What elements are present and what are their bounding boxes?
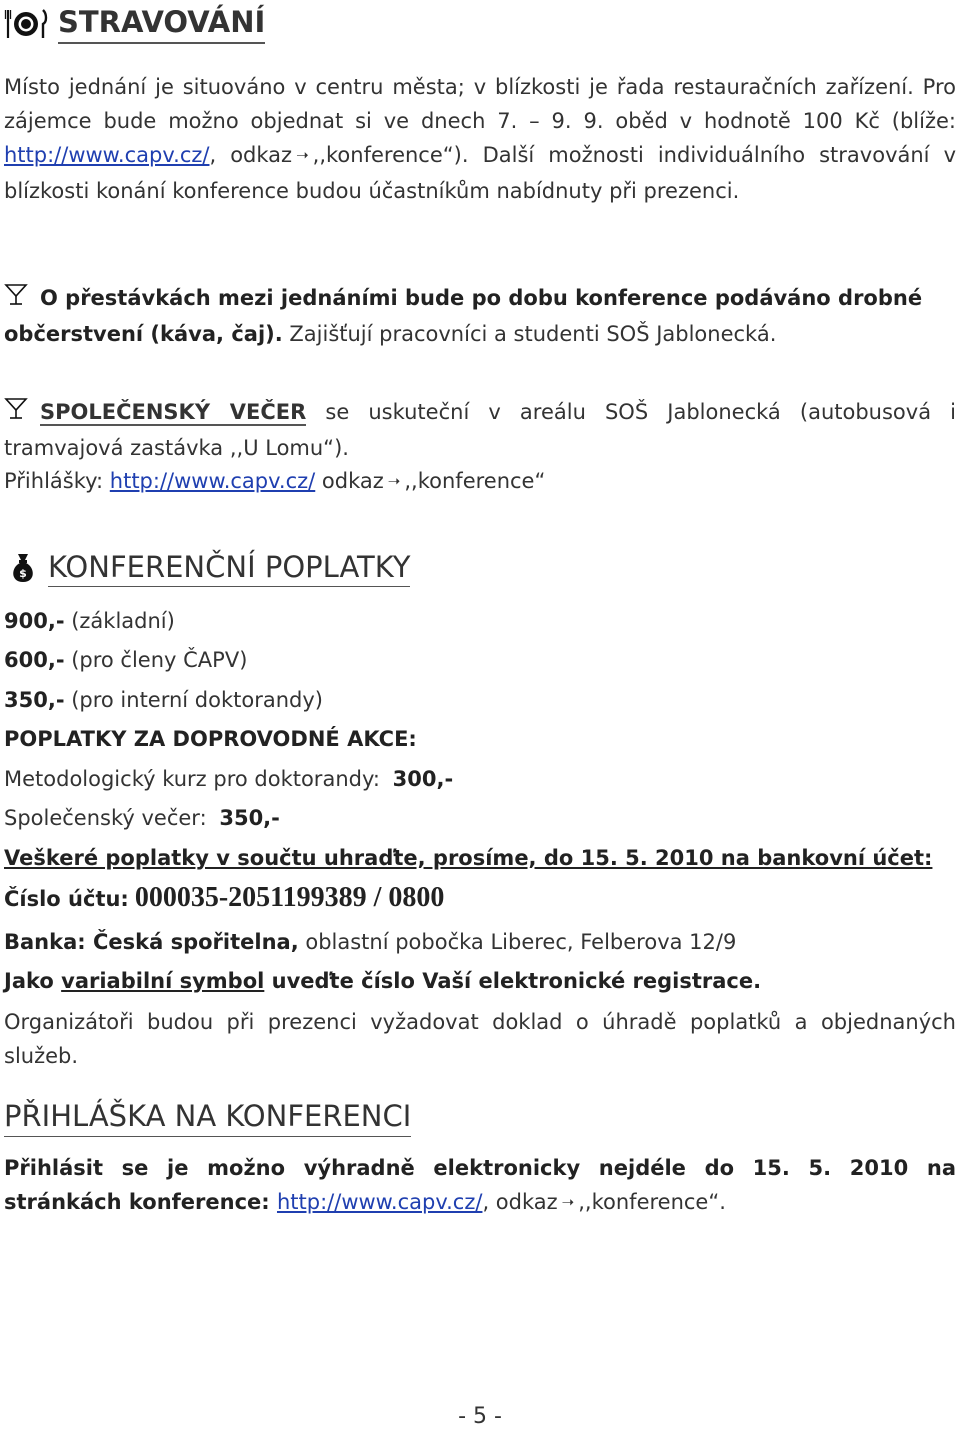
social-evening-text: se uskuteční v areálu SOŠ Jablonecká (autobusová i tramvajová zastávka ,,U Lomu“). bbox=[4, 400, 956, 460]
account-label: Číslo účtu: bbox=[4, 887, 129, 911]
fee-amount: 300,- bbox=[392, 767, 454, 791]
account-number: 000035-2051199389 / 0800 bbox=[134, 882, 445, 913]
fee-label: (pro interní doktorandy) bbox=[64, 688, 323, 712]
fee-label: (základní) bbox=[64, 609, 175, 633]
fees-title: KONFERENČNÍ POPLATKY bbox=[48, 548, 410, 587]
registration-bold-text: Přihlásit se je možno výhradně elektronicky nejdéle do 15. 5. 2010 na stránkách konference: bbox=[4, 1156, 956, 1214]
arrow-right-icon: ➝ bbox=[561, 1193, 575, 1211]
arrow-right-icon: ➝ bbox=[296, 146, 309, 164]
breaks-text: Zajišťují pracovníci a studenti SOŠ Jablonecká. bbox=[282, 322, 777, 346]
fee-label: Společenský večer: bbox=[4, 806, 207, 830]
bank-branch: oblastní pobočka Liberec, Felberova 12/9 bbox=[298, 930, 737, 954]
fee-basic bbox=[4, 604, 956, 638]
fee-doctoral bbox=[4, 683, 956, 717]
registration-heading bbox=[4, 1096, 956, 1137]
capv-link[interactable]: http://www.capv.cz/ bbox=[109, 469, 316, 493]
vs-text-end: uveďte číslo Vaší elektronické registrace. bbox=[264, 969, 762, 993]
catering-paragraph bbox=[4, 70, 956, 208]
vs-underlined: variabilní symbol bbox=[61, 969, 265, 993]
extra-fees-heading: POPLATKY ZA DOPROVODNÉ AKCE: bbox=[4, 727, 417, 751]
social-evening-paragraph bbox=[4, 395, 956, 465]
breaks-paragraph bbox=[4, 281, 956, 351]
social-evening-title: SPOLEČENSKÝ VEČER bbox=[40, 400, 307, 424]
registration-odkaz: odkaz bbox=[315, 469, 384, 493]
fee-members bbox=[4, 643, 956, 677]
registration-title: PŘIHLÁŠKA NA KONFERENCI bbox=[4, 1096, 411, 1137]
cocktail-glass-icon bbox=[4, 283, 28, 317]
fee-social bbox=[4, 801, 956, 835]
vs-text: Jako bbox=[4, 969, 62, 993]
fee-course bbox=[4, 762, 956, 796]
catering-odkaz: , odkaz bbox=[209, 143, 293, 167]
fee-amount: 350,- bbox=[219, 806, 280, 830]
page-title: STRAVOVÁNÍ bbox=[58, 2, 265, 44]
variable-symbol-line bbox=[4, 964, 956, 998]
registration-odkaz: , odkaz bbox=[482, 1190, 558, 1214]
dining-icon bbox=[4, 6, 48, 40]
catering-text-end: ,,konference“). Další možnosti individuálního stravování v blízkosti konání konference budou účastníkům nabídnuty při prezenci. bbox=[4, 143, 957, 203]
stravovani-heading bbox=[4, 2, 956, 44]
breaks-bold-text: O přestávkách mezi jednáními bude po dobu konference podáváno drobné občerstvení (káva, čaj). bbox=[4, 286, 923, 346]
bank-name: Banka: Česká spořitelna, bbox=[4, 930, 299, 954]
capv-link[interactable]: http://www.capv.cz/ bbox=[276, 1190, 483, 1214]
page-number: - 5 - bbox=[458, 1404, 502, 1429]
fees-heading bbox=[10, 548, 956, 587]
fee-amount: 900,- bbox=[4, 609, 65, 633]
fee-label: (pro členy ČAPV) bbox=[64, 648, 248, 672]
fee-label: Metodologický kurz pro doktorandy: bbox=[4, 767, 380, 791]
account-number-line bbox=[4, 881, 956, 916]
organizers-note: Organizátoři budou při prezenci vyžadovat doklad o úhradě poplatků a objednaných služeb. bbox=[4, 1010, 956, 1068]
svg-text:$: $ bbox=[19, 566, 27, 580]
catering-text: Místo jednání je situováno v centru města; v blízkosti je řada restauračních zařízení. Pro zájemce bude možno objednat si ve dnech 7. – 9. 9. oběd v hodnotě 100 Kč (blíže: bbox=[4, 75, 956, 133]
registration-konference: ,,konference“ bbox=[404, 469, 546, 493]
fee-amount: 600,- bbox=[4, 648, 65, 672]
payment-deadline: Veškeré poplatky v součtu uhraďte, prosíme, do 15. 5. 2010 na bankovní účet: bbox=[4, 846, 933, 870]
money-bag-icon bbox=[10, 552, 36, 584]
registration-line bbox=[4, 464, 956, 500]
capv-link[interactable]: http://www.capv.cz/ bbox=[4, 143, 210, 167]
cocktail-glass-icon bbox=[4, 397, 28, 431]
arrow-right-icon: ➝ bbox=[387, 472, 401, 490]
bank-line bbox=[4, 925, 956, 959]
registration-konference: ,,konference“. bbox=[578, 1190, 726, 1214]
registration-label: Přihlášky: bbox=[4, 469, 110, 493]
fee-amount: 350,- bbox=[4, 688, 65, 712]
registration-paragraph bbox=[4, 1151, 956, 1221]
